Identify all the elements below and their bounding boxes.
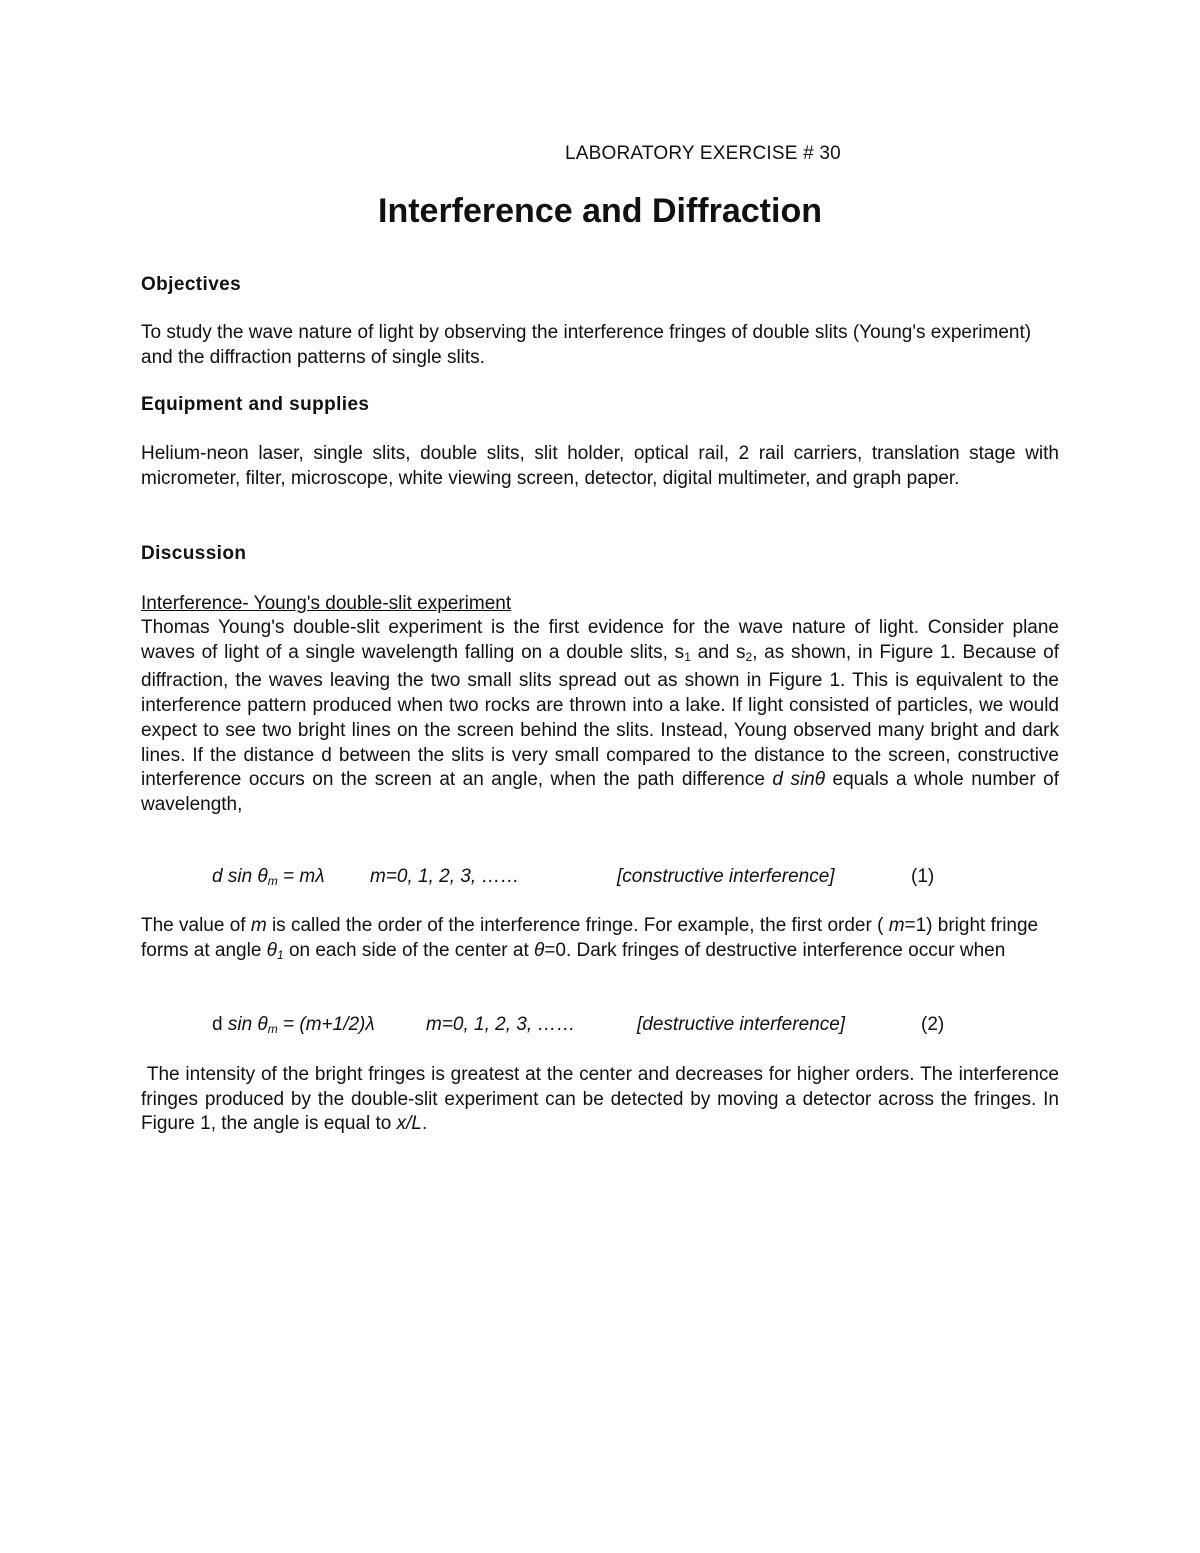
equation-1-lhs — [212, 865, 325, 893]
discussion-heading: Discussion — [141, 543, 247, 564]
path-difference-formula: d sinθ — [772, 769, 826, 791]
equation-2-rhs: = (m+1/2)λ — [277, 1014, 375, 1035]
equation-1-label: [constructive interference] — [617, 866, 835, 887]
objectives-heading: Objectives — [141, 274, 242, 295]
equation-2-number: (2) — [921, 1014, 945, 1035]
paragraph-2-text-e: =0. Dark fringes of destructive interference occur when — [544, 939, 1006, 961]
paragraph-2-text-b: is called the order of the interference fringe. For example, the first order ( — [266, 915, 889, 936]
paragraph-1-text-a: Thomas Young's double-slit experiment is the first evidence for the wave nature of light. Consider plane waves of light of a single wavelength falling on a double slits, s — [141, 617, 1059, 663]
order-variable-m-2: m — [888, 915, 905, 936]
discussion-subheading: Interference- Young's double-slit experiment — [141, 593, 512, 614]
equation-2-d: d — [212, 1014, 228, 1035]
equipment-text: Helium-neon laser, single slits, double slits, slit holder, optical rail, 2 rail carriers, translation stage with micrometer, filter, microscope, white viewing screen, detector, digital multimeter, and graph paper. — [141, 443, 1059, 489]
document-title: Interference and Diffraction — [378, 192, 822, 230]
paragraph-3-text-b: . — [421, 1113, 428, 1135]
discussion-paragraph-1 — [141, 616, 1059, 818]
paragraph-1-text-b: and s — [690, 641, 746, 663]
equation-1-rhs: = mλ — [277, 866, 325, 887]
paragraph-1-text-c: , as shown, in Figure 1. Because of diffraction, the waves leaving the two small slits spread out as shown in Figure 1. This is equivalent to the interference pattern produced when two rocks are thrown into a lake. If light consisted of particles, we would expect to see two bright lines on the screen behind the slits. Instead, Young observed many bright and dark lines. If the distance d between the slits is very small compared to the distance to the screen, constructive interference occurs on the screen at an angle, when the path difference — [141, 641, 1059, 791]
theta-0-symbol: θ — [534, 939, 545, 961]
equation-1-m-values: m=0, 1, 2, 3, …… — [370, 866, 520, 887]
equation-2-label: [destructive interference] — [637, 1014, 846, 1035]
slit-2-subscript: 2 — [745, 649, 753, 664]
lab-exercise-number: LABORATORY EXERCISE # 30 — [565, 143, 841, 164]
paragraph-1-text-d: equals a whole number of wavelength, — [141, 769, 1059, 815]
equation-1-number: (1) — [911, 866, 935, 887]
paragraph-3-text-a: The intensity of the bright fringes is greatest at the center and decreases for higher orders. The interference fringes produced by the double-slit experiment can be detected by moving a detector across the fringes. In Figure 1, the angle is equal to — [141, 1064, 1065, 1135]
order-variable-m: m — [250, 915, 267, 936]
discussion-paragraph-2 — [141, 914, 1059, 967]
paragraph-2-text-a: The value of — [141, 915, 251, 936]
discussion-paragraph-3 — [141, 1063, 1065, 1137]
equation-2-lhs — [212, 1013, 375, 1041]
theta-1-symbol: θ — [266, 939, 277, 961]
paragraph-2-text-c: =1) bright fringe forms at angle — [141, 915, 1039, 961]
equation-2-lhs-subscript: m — [267, 1022, 278, 1036]
angle-ratio: x/L — [396, 1113, 422, 1135]
equation-2-lhs-text: sin θ — [227, 1014, 268, 1035]
slit-1-subscript: 1 — [684, 649, 691, 664]
objectives-text: To study the wave nature of light by observing the interference fringes of double slits (Young's experiment) and the diffraction patterns of single slits. — [141, 322, 1032, 368]
equation-1-lhs-subscript: m — [267, 874, 278, 888]
equation-2-m-values: m=0, 1, 2, 3, …… — [426, 1014, 576, 1035]
equipment-heading: Equipment and supplies — [141, 394, 370, 415]
theta-1-subscript: 1 — [276, 947, 284, 962]
paragraph-2-text-d: on each side of the center at — [283, 939, 535, 961]
equation-1-lhs-text: d sin θ — [212, 866, 268, 887]
